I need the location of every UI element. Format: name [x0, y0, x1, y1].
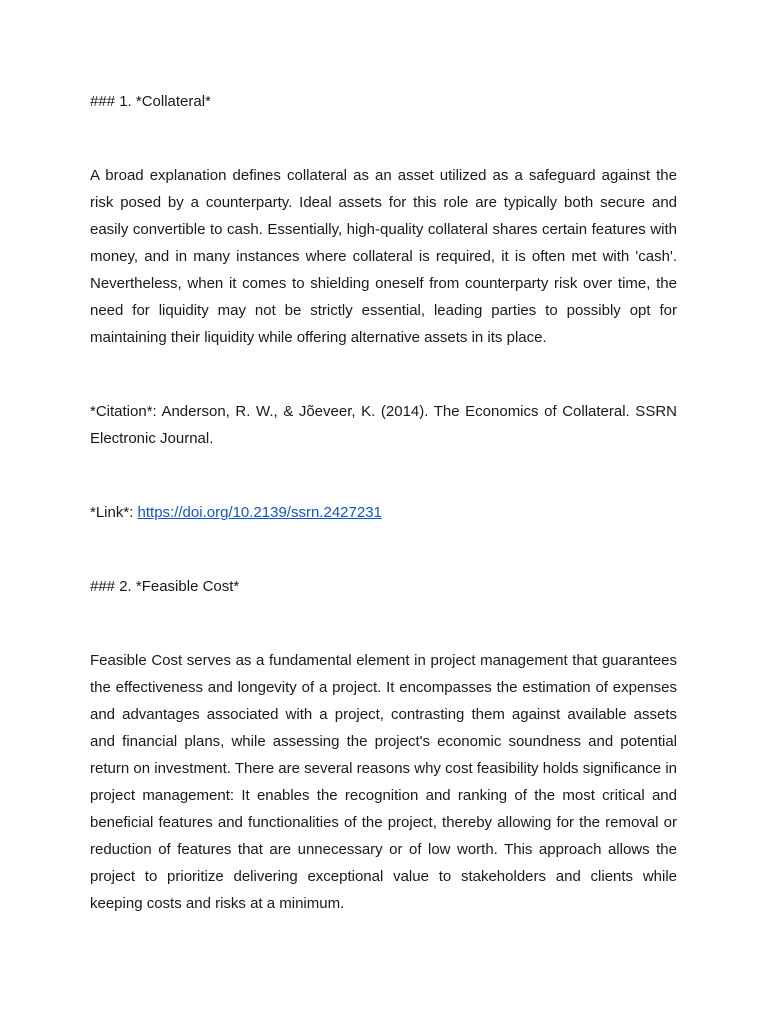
section-1-body: A broad explanation defines collateral as an asset utilized as a safeguard against the risk posed by a counterparty. Ideal assets for this role are typically both secure and easily convertible to cash. Essentially, high-quality collateral shares certain features with money, and in many instances where collateral is required, it is often met with 'cash'. Nevertheless, when it comes to shielding oneself from counterparty risk over time, the need for liquidity may not be strictly essential, leading parties to possibly opt for maintaining their liquidity while offering alternative assets in its place.	[90, 167, 677, 346]
section-2-heading: ### 2. *Feasible Cost*	[90, 578, 240, 595]
document-content	[90, 88, 677, 917]
section-1-heading: ### 1. *Collateral*	[90, 93, 211, 110]
spacer	[90, 600, 677, 647]
section-1-link-line	[90, 499, 677, 526]
link-label: *Link*:	[90, 504, 138, 521]
spacer	[90, 351, 677, 398]
spacer	[90, 526, 677, 573]
section-1-citation: *Citation*: Anderson, R. W., & Jõeveer, K. (2014). The Economics of Collateral. SSRN Electronic Journal.	[90, 403, 677, 447]
spacer	[90, 115, 677, 162]
doi-link[interactable]: https://doi.org/10.2139/ssrn.2427231	[137, 504, 382, 521]
spacer	[90, 452, 677, 499]
section-2-body: Feasible Cost serves as a fundamental element in project management that guarantees the effectiveness and longevity of a project. It encompasses the estimation of expenses and advantages associated with a project, contrasting them against available assets and financial plans, while assessing the project's economic soundness and potential return on investment. There are several reasons why cost feasibility holds significance in project management: It enables the recognition and ranking of the most critical and beneficial features and functionalities of the project, thereby allowing for the removal or reduction of features that are unnecessary or of low worth. This approach allows the project to prioritize delivering exceptional value to stakeholders and clients while keeping costs and risks at a minimum.	[90, 652, 677, 912]
